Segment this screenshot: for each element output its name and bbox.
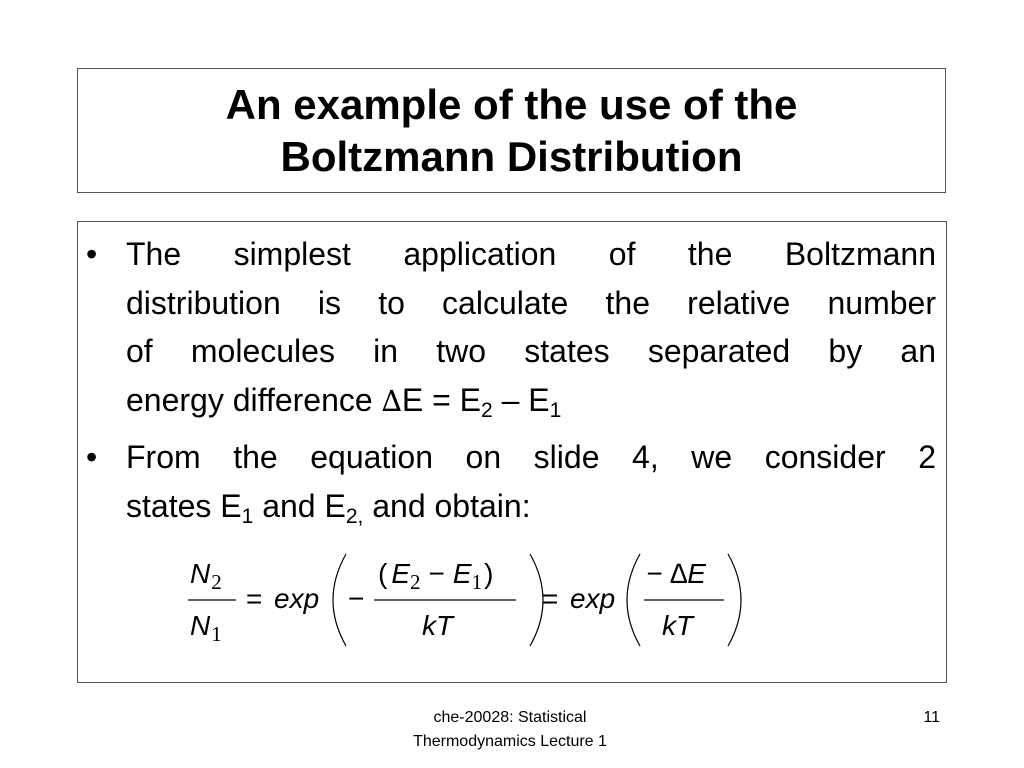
eq-paren-open-1 xyxy=(333,554,346,646)
slide-title-line-2: Boltzmann Distribution xyxy=(280,132,743,180)
footer-course-line-1: che-20028: Statistical xyxy=(433,709,587,726)
eq-frac2-denominator: kT xyxy=(662,610,694,641)
eq-frac1-numerator: ( $E_2 - E_1$) xyxy=(378,558,494,594)
bullet-1-line-3: of molecules in two states separated by an xyxy=(126,333,936,369)
bullet-2-line-1: From the equation on slide 4, we consider 2 xyxy=(126,439,936,475)
eq-equals-2: = xyxy=(542,583,559,614)
slide-content-box xyxy=(77,221,947,683)
slide-number: 11 xyxy=(923,709,940,726)
eq-paren-close-2 xyxy=(728,554,741,646)
eq-lhs-numerator: $N_2$ xyxy=(190,558,222,594)
bullet-2-line-2: states $E_1$ and $E_{2,}$ and obtain: xyxy=(126,487,531,528)
footer-course-label xyxy=(370,706,650,754)
bullet-1-line-1: The simplest application of the Boltzmann xyxy=(126,236,936,272)
eq-lhs-denominator: $N_1$ xyxy=(190,610,222,646)
bullet-1-line-2: distribution is to calculate the relative number xyxy=(126,284,936,321)
bullet-item-2 xyxy=(86,433,936,530)
eq-minus-1: − xyxy=(348,583,365,614)
footer-course-line-2: Thermodynamics Lecture 1 xyxy=(413,733,607,750)
bullet-text-2 xyxy=(126,433,936,530)
bullet-dot-icon: • xyxy=(86,439,98,475)
eq-frac2-numerator: − ∆E xyxy=(646,558,706,589)
delta-symbol: ∆ xyxy=(381,383,402,418)
eq-frac1-denominator: kT xyxy=(422,610,454,641)
eq-exp-2: exp xyxy=(570,583,616,614)
slide-title-box xyxy=(77,68,946,193)
eq-paren-open-2 xyxy=(627,554,640,646)
bullet-dot-icon: • xyxy=(86,236,98,272)
slide-title-line-1: An example of the use of the xyxy=(225,80,798,128)
boltzmann-equation xyxy=(178,550,758,650)
eq-exp-1: exp xyxy=(274,583,320,614)
bullet-1-line-4: energy difference $\Delta E = E_2 - E_1$ xyxy=(126,381,562,422)
eq-equals-1: = xyxy=(246,583,263,614)
bullet-item-1 xyxy=(86,230,936,425)
bullet-text-1 xyxy=(126,230,936,425)
